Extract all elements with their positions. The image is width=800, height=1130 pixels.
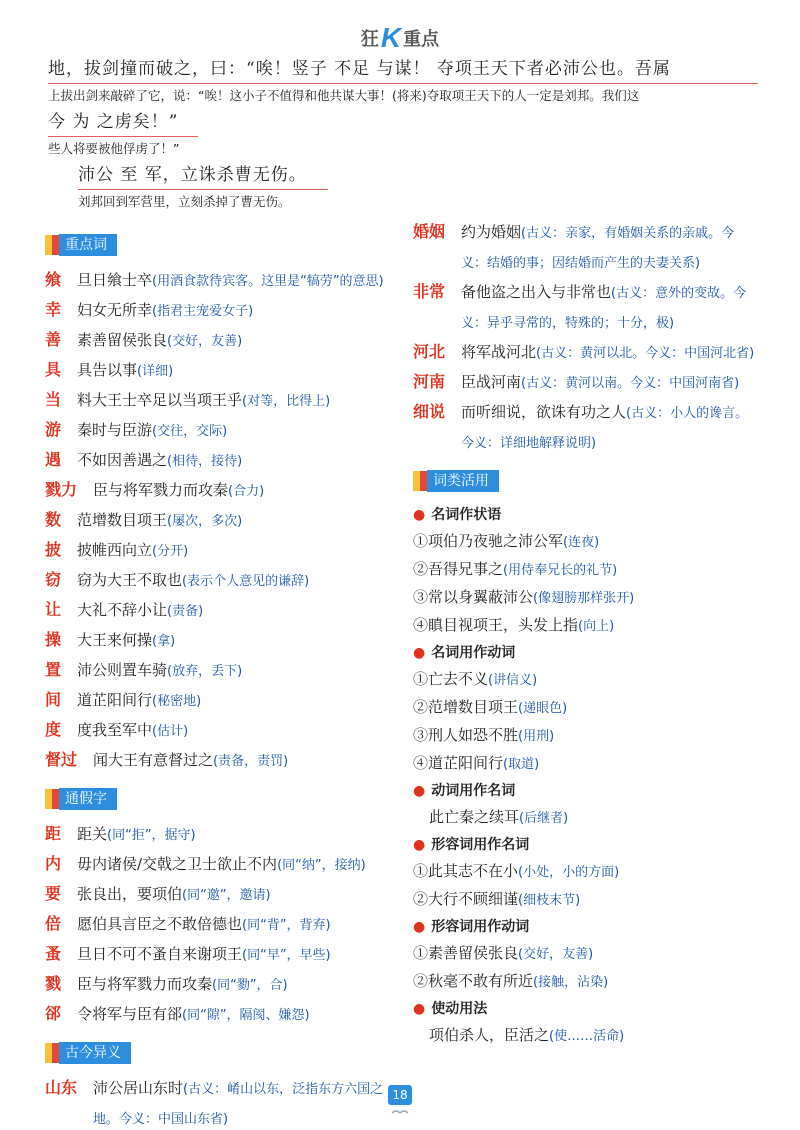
entry-example: 范增数目项王 <box>77 511 168 529</box>
usage-example-note: (后继者) <box>519 811 569 826</box>
bird-icon <box>390 1108 410 1116</box>
entry-note: (估计) <box>152 724 189 739</box>
word-entry <box>45 446 395 476</box>
word-entry <box>45 536 395 566</box>
entry-term: 具 <box>45 360 62 379</box>
entry-body <box>77 940 395 970</box>
section-header-zhongdian <box>45 234 395 258</box>
entry-body <box>77 686 395 716</box>
bullet-icon: ● <box>413 507 426 523</box>
entry-example: 度我至军中 <box>77 721 153 739</box>
usage-example-note: (接触，沾染) <box>533 975 609 990</box>
usage-example-note: (细枝末节) <box>518 893 581 908</box>
word-entry <box>45 626 395 656</box>
entry-body <box>77 266 395 296</box>
usage-example <box>413 1022 758 1050</box>
usage-example-note: (用侍奉兄长的礼节) <box>503 563 618 578</box>
entry-note: (古义：崤山以东，泛指东方六国之地。今义：中国山东省) <box>93 1082 384 1127</box>
entry-term: 飨 <box>45 270 62 289</box>
usage-example <box>413 528 758 556</box>
book-icon <box>413 471 427 491</box>
entry-term: 倍 <box>45 914 62 933</box>
usage-example-text: ④道芷阳间行 <box>413 754 504 772</box>
usage-example-text: ①亡去不义 <box>413 670 489 688</box>
entry-note: (相待，接待) <box>167 454 243 469</box>
entry-example: 臣与将军戮力而攻秦 <box>77 975 213 993</box>
word-entry <box>45 686 395 716</box>
zhongdian-list <box>45 266 395 776</box>
usage-example-note: (用刑) <box>518 729 555 744</box>
entry-note: (责备) <box>167 604 204 619</box>
entry-note: (对等，比得上) <box>242 394 331 409</box>
cilei-list <box>413 502 758 1050</box>
book-icon <box>45 789 59 809</box>
entry-note: (秘密地) <box>152 694 202 709</box>
word-entry <box>413 368 758 398</box>
entry-example: 令将军与臣有郤 <box>77 1005 183 1023</box>
usage-example-text: ③常以身翼蔽沛公 <box>413 588 534 606</box>
usage-category-title: 名词作状语 <box>431 507 502 523</box>
section-title: 重点词 <box>59 234 117 256</box>
entry-example: 大王来何操 <box>77 631 153 649</box>
entry-note: (拿) <box>152 634 176 649</box>
section-header-tongjia <box>45 788 395 812</box>
entry-example: 秦时与臣游 <box>77 421 153 439</box>
word-entry <box>45 326 395 356</box>
word-entry <box>45 970 395 1000</box>
usage-example-text: 此亡秦之续耳 <box>429 808 520 826</box>
entry-body <box>77 716 395 746</box>
usage-example <box>413 722 758 750</box>
usage-example <box>413 694 758 722</box>
word-entry <box>413 278 758 338</box>
usage-example-note: (交好，友善) <box>518 947 594 962</box>
entry-example: 具告以事 <box>77 361 138 379</box>
section-header-gujin <box>45 1042 395 1066</box>
entry-term: 遇 <box>45 450 62 469</box>
usage-example-note: (取道) <box>503 757 540 772</box>
entry-example: 备他盗之出入与非常也 <box>461 283 612 301</box>
entry-example: 沛公居山东时 <box>93 1079 184 1097</box>
bullet-icon: ● <box>413 919 426 935</box>
entry-example: 料大王士卒足以当项王乎 <box>77 391 243 409</box>
entry-example: 张良出，要项伯 <box>77 885 183 903</box>
entry-body <box>77 850 395 880</box>
entry-body <box>77 596 395 626</box>
entry-note: (交往，交际) <box>152 424 228 439</box>
word-entry <box>45 386 395 416</box>
usage-example-note: (小处，小的方面) <box>518 865 620 880</box>
entry-example: 旦日不可不蚤自来谢项王 <box>77 945 243 963</box>
word-entry <box>45 850 395 880</box>
entry-body <box>461 368 758 398</box>
usage-example-note: (递眼色) <box>518 701 568 716</box>
entry-term: 郤 <box>45 1004 62 1023</box>
entry-example: 妇女无所幸 <box>77 301 153 319</box>
usage-category <box>413 502 758 528</box>
usage-category <box>413 640 758 666</box>
entry-term: 让 <box>45 600 62 619</box>
entry-body <box>77 506 395 536</box>
entry-body <box>461 278 758 338</box>
usage-example-text: ②大行不顾细谨 <box>413 890 519 908</box>
passage-block <box>48 55 758 214</box>
usage-category <box>413 914 758 940</box>
passage-line-translation: 刘邦回到军营里，立刻杀掉了曹无伤。 <box>78 194 291 209</box>
usage-example-text: ①此其志不在小 <box>413 862 519 880</box>
section-title: 通假字 <box>59 788 117 810</box>
entry-term: 善 <box>45 330 62 349</box>
usage-example-note: (使……活命) <box>549 1029 625 1044</box>
entry-note: (同“邀”，邀请) <box>182 888 271 903</box>
word-entry <box>45 716 395 746</box>
passage-line-translation: 上拔出剑来敲碎了它，说：“唉！这小子不值得和他共谋大事！(将来)夺取项王天下的人一定是刘邦。我们这 <box>48 88 640 103</box>
header-brand-a: 狂 <box>360 29 379 50</box>
usage-category-title: 使动用法 <box>431 1001 488 1017</box>
entry-example: 道芷阳间行 <box>77 691 153 709</box>
entry-term: 蚤 <box>45 944 62 963</box>
usage-example-text: ③刑人如恐不胜 <box>413 726 519 744</box>
entry-note: (指君主宠爱女子) <box>152 304 254 319</box>
entry-term: 婚姻 <box>413 222 446 241</box>
entry-example: 而听细说，欲诛有功之人 <box>461 403 627 421</box>
entry-body <box>93 1074 395 1130</box>
word-entry <box>45 940 395 970</box>
entry-note: (同“拒”，据守) <box>107 828 196 843</box>
entry-note: (交好，友善) <box>167 334 243 349</box>
word-entry <box>45 596 395 626</box>
entry-body <box>77 356 395 386</box>
usage-example <box>413 584 758 612</box>
page-header <box>0 22 800 52</box>
usage-example-text: ①项伯乃夜驰之沛公军 <box>413 532 564 550</box>
bullet-icon: ● <box>413 783 426 799</box>
entry-example: 距关 <box>77 825 108 843</box>
entry-term: 戮力 <box>45 480 78 499</box>
entry-body <box>461 398 758 458</box>
section-header-cilei <box>413 470 758 494</box>
left-column <box>45 228 395 1130</box>
entry-note: (古义：意外的变故。今义：异乎寻常的，特殊的；十分，极) <box>461 286 747 331</box>
page-number: 18 <box>388 1085 412 1105</box>
entry-note: (表示个人意见的谦辞) <box>182 574 310 589</box>
entry-body <box>77 386 395 416</box>
usage-example-note: (连夜) <box>563 535 600 550</box>
header-brand-b: 重点 <box>403 29 440 50</box>
usage-example <box>413 804 758 832</box>
word-entry <box>413 398 758 458</box>
usage-example <box>413 556 758 584</box>
tongjia-list <box>45 820 395 1030</box>
bullet-icon: ● <box>413 1001 426 1017</box>
usage-category-title: 形容词用作名词 <box>431 837 530 853</box>
entry-note: (古义：黄河以南。今义：中国河南省) <box>521 376 740 391</box>
entry-note: (古义：黄河以北。今义：中国河北省) <box>536 346 755 361</box>
entry-term: 游 <box>45 420 62 439</box>
entry-note: (合力) <box>228 484 265 499</box>
usage-category <box>413 778 758 804</box>
passage-line-original: 地，拔剑撞而破之，曰：“唉！竖子 不足 与谋！ 夺项王天下者必沛公也。吾属 <box>48 55 758 84</box>
entry-term: 非常 <box>413 282 446 301</box>
passage-line-translation: 些人将要被他俘虏了！” <box>48 141 180 156</box>
header-brand-k: K <box>380 22 402 53</box>
entry-example: 将军战河北 <box>461 343 537 361</box>
word-entry <box>45 506 395 536</box>
entry-body <box>77 656 395 686</box>
section-title: 词类活用 <box>427 470 499 492</box>
entry-term: 当 <box>45 390 62 409</box>
gujin-list-right <box>413 218 758 458</box>
gujin-list-left <box>45 1074 395 1130</box>
usage-example <box>413 886 758 914</box>
entry-body <box>77 970 395 1000</box>
usage-example-text: ②吾得兄事之 <box>413 560 504 578</box>
usage-example-text: ②秋毫不敢有所近 <box>413 972 534 990</box>
section-title: 古今异义 <box>59 1042 131 1064</box>
entry-term: 幸 <box>45 300 62 319</box>
entry-term: 窃 <box>45 570 62 589</box>
entry-term: 数 <box>45 510 62 529</box>
usage-example <box>413 750 758 778</box>
entry-term: 度 <box>45 720 62 739</box>
entry-note: (责备，责罚) <box>213 754 289 769</box>
word-entry <box>45 1000 395 1030</box>
usage-example-text: ④瞋目视项王，头发上指 <box>413 616 579 634</box>
entry-term: 距 <box>45 824 62 843</box>
entry-example: 窃为大王不取也 <box>77 571 183 589</box>
usage-category-title: 动词用作名词 <box>431 783 516 799</box>
entry-note: (详细) <box>137 364 174 379</box>
entry-example: 披帷西向立 <box>77 541 153 559</box>
entry-note: (古义：小人的谗言。今义：详细地解释说明) <box>461 406 749 451</box>
usage-example-text: 项伯杀人，臣活之 <box>429 1026 550 1044</box>
entry-example: 旦日飨士卒 <box>77 271 153 289</box>
bullet-icon: ● <box>413 837 426 853</box>
word-entry <box>45 820 395 850</box>
usage-category <box>413 996 758 1022</box>
usage-example <box>413 612 758 640</box>
entry-example: 毋内诸侯/交戟之卫士欲止不内 <box>77 855 278 873</box>
right-column <box>413 218 758 1050</box>
entry-note: (古义：亲家，有婚姻关系的亲戚。今义：结婚的事；因结婚而产生的夫妻关系) <box>461 226 735 271</box>
entry-note: (放弃，丢下) <box>167 664 243 679</box>
entry-example: 不如因善遇之 <box>77 451 168 469</box>
entry-body <box>77 446 395 476</box>
entry-term: 披 <box>45 540 62 559</box>
entry-term: 置 <box>45 660 62 679</box>
passage-line-original: 今 为 之虏矣！” <box>48 108 198 137</box>
word-entry <box>45 656 395 686</box>
word-entry <box>45 1074 395 1130</box>
usage-example-note: (像翅膀那样张开) <box>533 591 635 606</box>
entry-body <box>77 566 395 596</box>
usage-example-text: ①素善留侯张良 <box>413 944 519 962</box>
entry-note: (用酒食款待宾客。这里是“犒劳”的意思) <box>152 274 384 289</box>
entry-body <box>77 1000 395 1030</box>
entry-note: (同“勠”，合) <box>212 978 288 993</box>
usage-category-title: 名词用作动词 <box>431 645 516 661</box>
entry-term: 戮 <box>45 974 62 993</box>
entry-note: (同“早”，早些) <box>242 948 331 963</box>
entry-note: (同“背”，背弃) <box>242 918 331 933</box>
entry-body <box>93 746 395 776</box>
entry-body <box>77 296 395 326</box>
entry-example: 素善留侯张良 <box>77 331 168 349</box>
entry-note: (分开) <box>152 544 189 559</box>
entry-body <box>461 338 758 368</box>
word-entry <box>45 356 395 386</box>
entry-example: 约为婚姻 <box>461 223 522 241</box>
bullet-icon: ● <box>413 645 426 661</box>
entry-term: 间 <box>45 690 62 709</box>
entry-term: 内 <box>45 854 62 873</box>
entry-term: 细说 <box>413 402 446 421</box>
entry-body <box>77 326 395 356</box>
word-entry <box>45 296 395 326</box>
entry-term: 河北 <box>413 342 446 361</box>
usage-category <box>413 832 758 858</box>
entry-term: 山东 <box>45 1078 78 1097</box>
usage-example-note: (向上) <box>578 619 615 634</box>
entry-term: 要 <box>45 884 62 903</box>
entry-body <box>77 880 395 910</box>
word-entry <box>45 910 395 940</box>
usage-example <box>413 858 758 886</box>
entry-term: 操 <box>45 630 62 649</box>
entry-term: 河南 <box>413 372 446 391</box>
word-entry <box>413 218 758 278</box>
entry-example: 臣战河南 <box>461 373 522 391</box>
entry-example: 沛公则置车骑 <box>77 661 168 679</box>
entry-example: 闻大王有意督过之 <box>93 751 214 769</box>
usage-example-note: (讲信义) <box>488 673 538 688</box>
entry-body <box>77 416 395 446</box>
entry-body <box>93 476 395 506</box>
book-icon <box>45 235 59 255</box>
entry-example: 臣与将军戮力而攻秦 <box>93 481 229 499</box>
entry-body <box>77 820 395 850</box>
entry-note: (屡次，多次) <box>167 514 243 529</box>
word-entry <box>45 746 395 776</box>
book-icon <box>45 1043 59 1063</box>
entry-note: (同“隙”，隔阂、嫌怨) <box>182 1008 310 1023</box>
word-entry <box>45 266 395 296</box>
entry-term: 督过 <box>45 750 78 769</box>
usage-example <box>413 940 758 968</box>
usage-example <box>413 666 758 694</box>
entry-example: 大礼不辞小让 <box>77 601 168 619</box>
usage-example <box>413 968 758 996</box>
word-entry <box>45 880 395 910</box>
entry-example: 愿伯具言臣之不敢倍德也 <box>77 915 243 933</box>
entry-body <box>77 910 395 940</box>
word-entry <box>45 416 395 446</box>
word-entry <box>413 338 758 368</box>
usage-example-text: ②范增数目项王 <box>413 698 519 716</box>
entry-note: (同“纳”，接纳) <box>277 858 366 873</box>
word-entry <box>45 476 395 506</box>
entry-body <box>77 536 395 566</box>
passage-line-original: 沛公 至 军，立诛杀曹无伤。 <box>78 161 328 190</box>
entry-body <box>461 218 758 278</box>
usage-category-title: 形容词用作动词 <box>431 919 530 935</box>
entry-body <box>77 626 395 656</box>
word-entry <box>45 566 395 596</box>
